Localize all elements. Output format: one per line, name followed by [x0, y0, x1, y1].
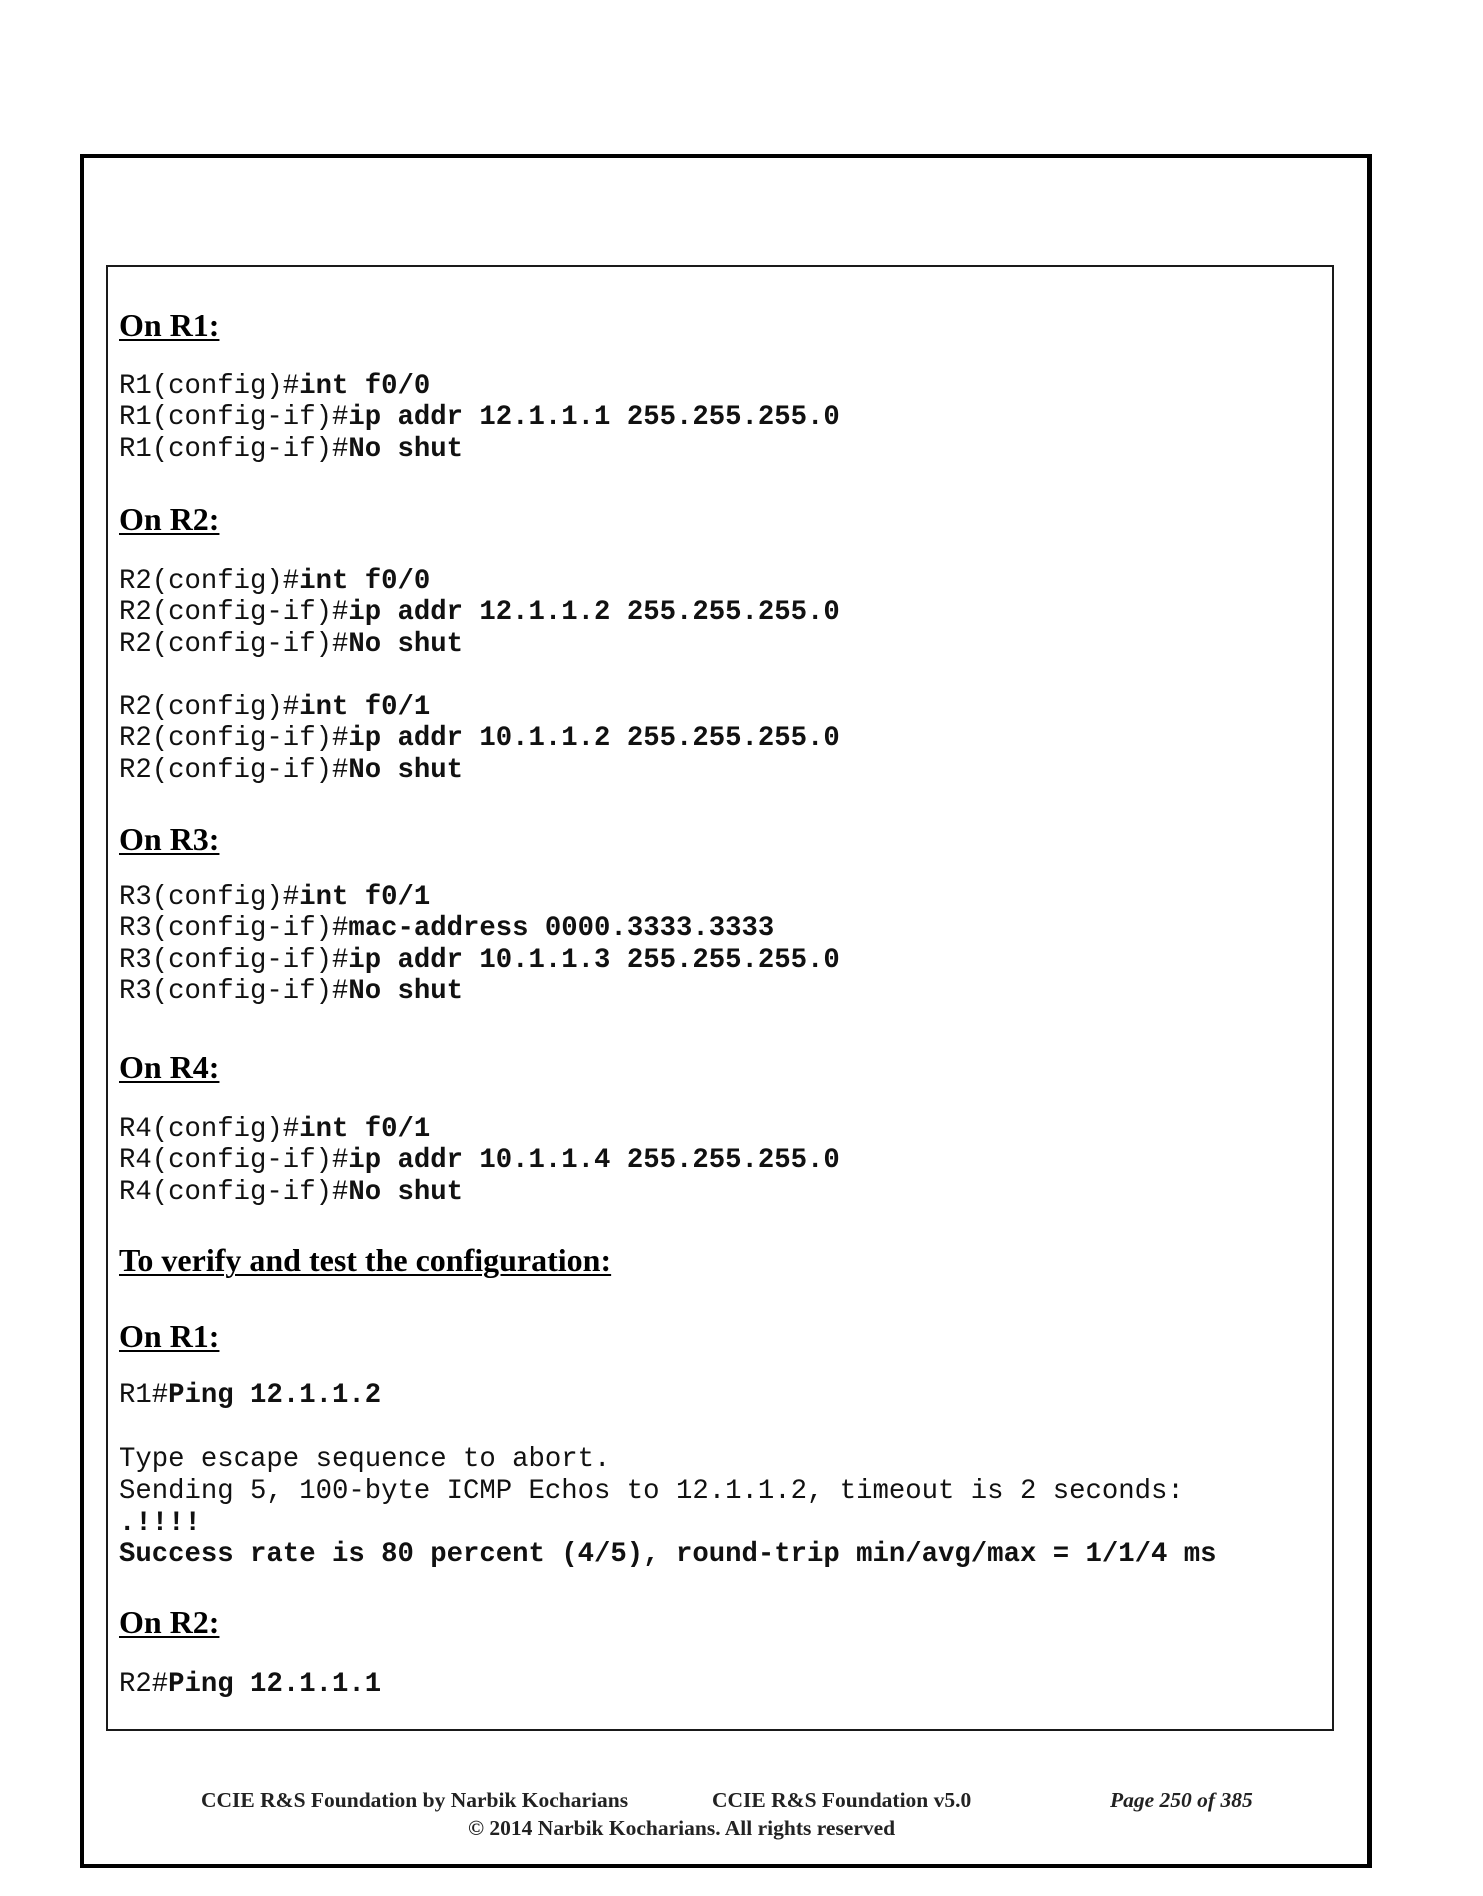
cli-command: int f0/1: [299, 882, 431, 913]
cli-command: int f0/0: [299, 566, 431, 597]
cli-command: ip addr 10.1.1.2 255.255.255.0: [348, 723, 840, 754]
config-line: [119, 692, 430, 724]
config-line: [119, 1145, 840, 1177]
cli-prompt: R2(config-if)#: [119, 755, 349, 786]
cli-prompt: R1#: [119, 1380, 169, 1411]
ping-result-marks: .!!!!: [119, 1508, 201, 1539]
footer-page-number: Page 250 of 385: [1110, 1788, 1253, 1812]
section-heading-r2-verify: On R2:: [119, 1604, 220, 1640]
cli-prompt: R1(config-if)#: [119, 402, 349, 433]
cli-command: ip addr 10.1.1.4 255.255.255.0: [348, 1145, 840, 1176]
config-line: [119, 1114, 430, 1146]
cli-command: ip addr 12.1.1.1 255.255.255.0: [348, 402, 840, 433]
cli-command: Ping 12.1.1.2: [168, 1380, 382, 1411]
config-line: [119, 1177, 463, 1209]
ping-command-line: [119, 1669, 381, 1701]
section-heading-r3-config: On R3:: [119, 821, 220, 857]
cli-prompt: R4(config-if)#: [119, 1177, 349, 1208]
cli-prompt: R3(config-if)#: [119, 945, 349, 976]
cli-prompt: R3(config-if)#: [119, 976, 349, 1007]
cli-prompt: R2(config-if)#: [119, 629, 349, 660]
config-line: [119, 434, 463, 466]
cli-prompt: R1(config)#: [119, 371, 300, 402]
cli-prompt: R4(config)#: [119, 1114, 300, 1145]
config-line: [119, 882, 430, 914]
cli-command: No shut: [348, 755, 464, 786]
config-line: [119, 402, 840, 434]
cli-command: ip addr 12.1.1.2 255.255.255.0: [348, 597, 840, 628]
cli-prompt: R2(config-if)#: [119, 597, 349, 628]
section-heading-r1-config: On R1:: [119, 307, 220, 343]
cli-command: ip addr 10.1.1.3 255.255.255.0: [348, 945, 840, 976]
section-heading-r4-config: On R4:: [119, 1049, 220, 1085]
cli-prompt: R2#: [119, 1669, 169, 1700]
config-line: [119, 723, 840, 755]
footer-book-title: CCIE R&S Foundation by Narbik Kocharians: [201, 1788, 629, 1812]
cli-prompt: R2(config)#: [119, 692, 300, 723]
cli-command: int f0/0: [299, 371, 431, 402]
cli-prompt: R3(config-if)#: [119, 913, 349, 944]
cli-command: mac-address 0000.3333.3333: [348, 913, 775, 944]
cli-command: No shut: [348, 1177, 464, 1208]
cli-command: int f0/1: [299, 1114, 431, 1145]
config-line: [119, 755, 463, 787]
section-heading-r1-verify: On R1:: [119, 1318, 220, 1354]
cli-prompt: R2(config)#: [119, 566, 300, 597]
ping-output-line: Type escape sequence to abort.: [119, 1444, 611, 1475]
config-line: [119, 597, 840, 629]
ping-command-line: [119, 1380, 381, 1412]
cli-command: No shut: [348, 629, 464, 660]
cli-command: Ping 12.1.1.1: [168, 1669, 382, 1700]
section-heading-r2-config: On R2:: [119, 501, 220, 537]
ping-success-rate: Success rate is 80 percent (4/5), round-trip min/avg/max = 1/1/4 ms: [119, 1539, 1217, 1570]
cli-prompt: R4(config-if)#: [119, 1145, 349, 1176]
section-heading-verify: To verify and test the configuration:: [119, 1242, 612, 1278]
config-line: [119, 976, 463, 1008]
config-line: [119, 945, 840, 977]
cli-command: int f0/1: [299, 692, 431, 723]
cli-prompt: R1(config-if)#: [119, 434, 349, 465]
config-line: [119, 371, 430, 403]
footer-copyright: © 2014 Narbik Kocharians. All rights reserved: [468, 1816, 896, 1840]
ping-output-line: Sending 5, 100-byte ICMP Echos to 12.1.1.2, timeout is 2 seconds:: [119, 1476, 1184, 1507]
config-line: [119, 913, 774, 945]
cli-command: No shut: [348, 434, 464, 465]
config-line: [119, 566, 430, 598]
cli-command: No shut: [348, 976, 464, 1007]
config-line: [119, 629, 463, 661]
cli-prompt: R3(config)#: [119, 882, 300, 913]
footer-edition: CCIE R&S Foundation v5.0: [712, 1788, 972, 1812]
cli-prompt: R2(config-if)#: [119, 723, 349, 754]
